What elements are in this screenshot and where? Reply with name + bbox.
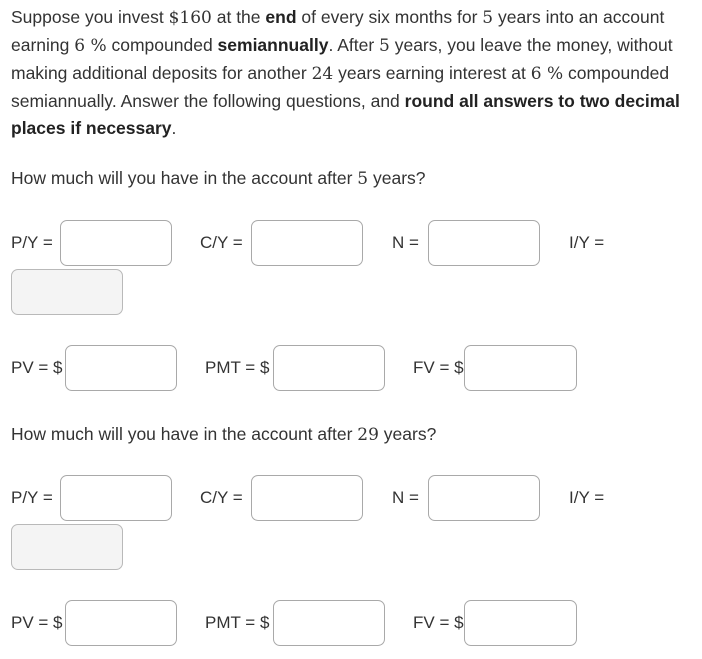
- interest-rate-1: 6 %: [74, 36, 107, 56]
- q2-iy-input[interactable]: [11, 524, 123, 570]
- question-2-text-2: years?: [378, 424, 437, 444]
- q1-n-label: N =: [392, 233, 419, 252]
- problem-statement: [11, 4, 699, 142]
- q1-cy-label: C/Y =: [200, 233, 243, 252]
- q2-pv-input[interactable]: [65, 600, 177, 646]
- end-emphasis: end: [265, 7, 297, 27]
- problem-text-4: years into an account earning: [11, 7, 665, 55]
- q2-pv-label: PV = $: [11, 613, 63, 632]
- q1-pmt-label: PMT = $: [205, 358, 270, 377]
- question-1-text-1: How much will you have in the account after: [11, 168, 358, 188]
- problem-text-7: years, you leave the money, without making additional deposits for another: [11, 35, 673, 83]
- problem-text-3: of every six months for: [296, 7, 483, 27]
- question-2: [11, 422, 436, 447]
- q2-n-input[interactable]: [428, 475, 540, 521]
- problem-text-9: compounded semiannually. Answer the following questions, and: [11, 63, 670, 111]
- rounding-instruction: round all answers to two decimal places if necessary: [11, 91, 680, 138]
- deposit-years-2: 5: [379, 36, 390, 56]
- q1-fv-label: FV = $: [413, 358, 464, 377]
- q1-n-input[interactable]: [428, 220, 540, 266]
- q1-pv-label: PV = $: [11, 358, 63, 377]
- problem-text-5: compounded: [106, 35, 218, 55]
- question-2-years: 29: [357, 425, 379, 445]
- q1-iy-label: I/Y =: [569, 233, 605, 252]
- interest-rate-2: 6 %: [530, 64, 564, 84]
- q1-cy-input[interactable]: [251, 220, 363, 266]
- additional-years: 24: [311, 64, 334, 84]
- question-1-years: 5: [357, 169, 369, 189]
- q1-fv-input[interactable]: [464, 345, 577, 391]
- q1-iy-input[interactable]: [11, 269, 123, 315]
- q2-iy-label: I/Y =: [569, 488, 605, 507]
- problem-text-1: Suppose you invest: [11, 7, 169, 27]
- q2-fv-input[interactable]: [464, 600, 577, 646]
- q2-py-label: P/Y =: [11, 488, 53, 507]
- question-1-text-2: years?: [368, 168, 426, 188]
- question-2-text-1: How much will you have in the account after: [11, 424, 358, 444]
- q2-pmt-label: PMT = $: [205, 613, 270, 632]
- q1-pv-input[interactable]: [65, 345, 177, 391]
- q1-py-input[interactable]: [60, 220, 172, 266]
- q2-fv-label: FV = $: [413, 613, 464, 632]
- problem-text-2: at the: [211, 7, 266, 27]
- q2-pmt-input[interactable]: [273, 600, 385, 646]
- investment-amount: $160: [168, 8, 212, 28]
- deposit-years: 5: [482, 8, 494, 28]
- question-1: [11, 166, 426, 191]
- problem-text-10: .: [171, 118, 177, 138]
- q2-n-label: N =: [392, 488, 419, 507]
- q2-py-input[interactable]: [60, 475, 172, 521]
- semiannually-emphasis: semiannually: [217, 35, 329, 55]
- q2-cy-input[interactable]: [251, 475, 363, 521]
- q1-pmt-input[interactable]: [273, 345, 385, 391]
- q1-py-label: P/Y =: [11, 233, 53, 252]
- problem-text-8: years earning interest at: [333, 63, 531, 83]
- q2-cy-label: C/Y =: [200, 488, 243, 507]
- problem-text-6: . After: [328, 35, 380, 55]
